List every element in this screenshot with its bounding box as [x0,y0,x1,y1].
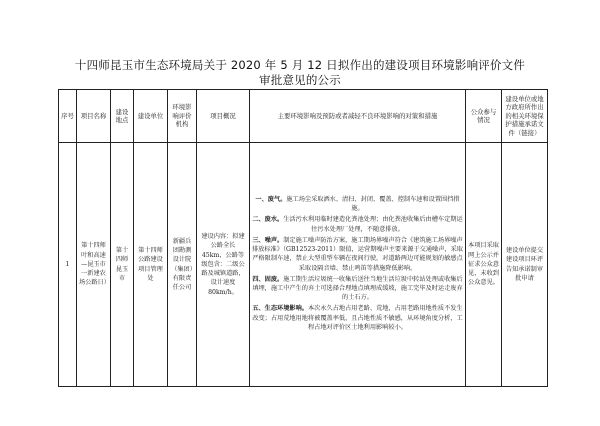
measure-item [252,275,463,303]
cell-participation: 本项目采取网上公示并征求公众意见，未收到公众意见。 [466,143,502,387]
measure-item [252,236,463,273]
title-line-1: 十四师昆玉市生态环境局关于 2020 年 5 月 12 日拟作出的建设项目环境影响评价文件 [74,58,526,72]
measure-head: 五、生态环境影响。 [252,305,308,313]
measure-text: 生活污水利用临时建造化粪池处理；由化粪池收集后由槽车定期运往污水处理厂处理，不随意排放。 [283,216,463,233]
measure-head: 一、废气。 [255,196,287,204]
page-title [0,58,600,88]
header-measures: 主要环境影响及预防或者减轻不良环境影响的对策和措施 [250,90,466,143]
header-commitment: 建设单位或地方政府所作出的相关环境保护措施承诺文件（链接） [502,90,548,143]
header-project-name: 项目名称 [77,90,111,143]
measure-text: 施工场尘采取洒水、清扫、封闭、覆盖、控制车速和设置围挡措施。 [286,196,460,213]
measure-text: 施工期生活垃圾统一收集后送往当地生活垃圾中转站处理或收集后填埋，施工中产生的弃土可选择合理地点填埋成缓坡，施工完毕及时运走废弃的土石方。 [252,275,463,302]
cell-overview: 建设内容：拟建公路全长 45km，公路等级包含：二级公路及城镇道路，设计速度 80km/h。 [197,143,250,387]
measure-item [252,215,463,233]
cell-project-name: 第十四师叶和高速—昆玉市一新建农场公路日） [77,143,111,387]
measure-text: 制定施工噪声防治方案，施工期场界噪声符合《建筑施工场界噪声排放标准》（GB12523-2011）限值，运营期噪声主要来源于交通噪声，采取严格限制车速，禁止大型重型车辆在夜间行驶，对道路两边可能规划的敏感点采取设隔音墙、禁止鸣笛等措施降低影响。 [252,236,463,272]
header-seq: 序号 [59,90,77,143]
measure-head: 四、固废。 [252,275,284,283]
cell-builder: 第十四师公路建设项目管理处 [134,143,168,387]
title-line-2: 审批意见的公示 [259,73,341,87]
measure-head: 二、废水。 [252,216,284,224]
table-row [59,143,548,387]
cell-measures [250,143,466,387]
cell-eia-org: 新疆兵团勘测设计院（集团）有限责任公司 [168,143,197,387]
measure-head: 三、噪声。 [252,236,284,244]
header-participation: 公众参与情况 [466,90,502,143]
header-builder: 建设单位 [134,90,168,143]
cell-commitment: 建设单位提交建设项目环评告知承诺制审批申请 [502,143,548,387]
cell-location: 第十四师昆玉市 [111,143,134,387]
approval-table [58,89,548,387]
table-header-row [59,90,548,143]
header-eia-org: 环境影响评价机构 [168,90,197,143]
measure-text: 本次永久占地占用老路、荒地，占用老路用地性质不发生改变；占用荒地用地将被覆盖率低，且占地性质不敏感，从环境角度分析，工程占地对评价区土地利用影响较小。 [252,305,463,331]
cell-seq: 1 [59,143,77,387]
header-location: 建设地点 [111,90,134,143]
measure-item [252,304,463,332]
measure-item [252,195,463,213]
header-overview: 项目概况 [197,90,250,143]
